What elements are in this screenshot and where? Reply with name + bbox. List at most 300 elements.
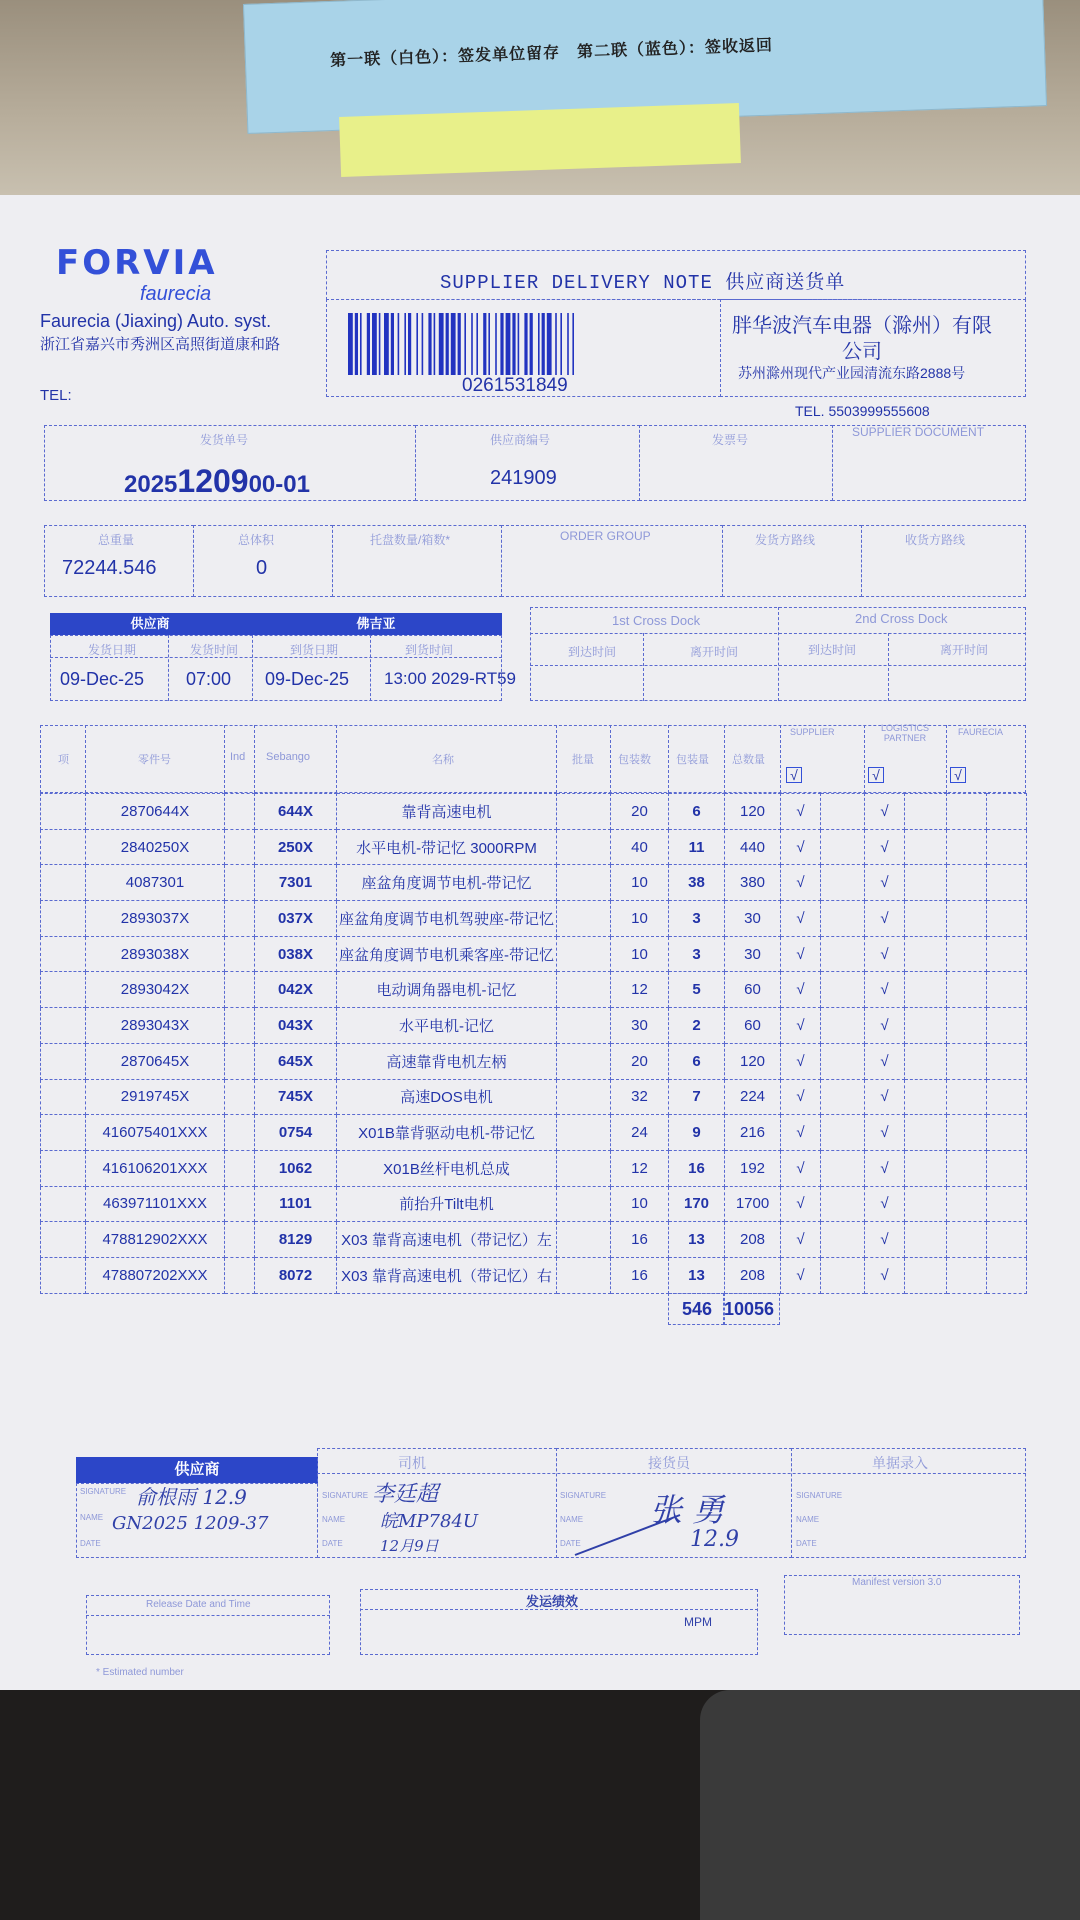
driver-date-label: DATE — [322, 1539, 343, 1548]
supplier-check-2 — [821, 794, 865, 830]
batch — [557, 901, 611, 937]
batch — [557, 936, 611, 972]
part-number: 2893043X — [86, 1008, 225, 1044]
part-name: 靠背高速电机 — [337, 794, 557, 830]
supplier-check: √ — [781, 936, 821, 972]
faurecia-check-2 — [987, 1186, 1027, 1222]
batch — [557, 1043, 611, 1079]
faurecia-check — [947, 901, 987, 937]
ind — [225, 1043, 255, 1079]
barcode-bar — [476, 313, 478, 375]
logistics-check: √ — [865, 1008, 905, 1044]
part-number: 416106201XXX — [86, 1150, 225, 1186]
barcode-bar — [348, 313, 353, 375]
row-index — [41, 1115, 86, 1151]
barcode-bar — [471, 313, 473, 375]
logistics-check-2 — [905, 794, 947, 830]
delivery-note-paper — [0, 195, 1080, 1695]
total-qty: 1700 — [725, 1186, 781, 1222]
supplier-check: √ — [781, 1008, 821, 1044]
faurecia-check-2 — [987, 1257, 1027, 1293]
pack-count: 30 — [611, 1008, 669, 1044]
version-label: Manifest version 3.0 — [852, 1577, 942, 1588]
barcode-bar — [560, 313, 562, 375]
supplier-check: √ — [781, 865, 821, 901]
supplier-signature-bar: 供应商 — [76, 1457, 318, 1483]
part-name: 座盆角度调节电机驾驶座-带记忆 — [337, 901, 557, 937]
total-qty: 60 — [725, 972, 781, 1008]
col-index-header: 项 — [58, 754, 69, 766]
faurecia-check — [947, 1257, 987, 1293]
entry-label: 单据录入 — [872, 1455, 928, 1471]
row-index — [41, 1043, 86, 1079]
logistics-check-2 — [905, 1186, 947, 1222]
logistics-check: √ — [865, 1186, 905, 1222]
supplier-check: √ — [781, 901, 821, 937]
col-batch-header: 批量 — [572, 754, 594, 766]
part-number: 2870645X — [86, 1043, 225, 1079]
sebango: 0754 — [255, 1115, 337, 1151]
total-qty: 60 — [725, 1008, 781, 1044]
part-name: 水平电机-带记忆 3000RPM — [337, 829, 557, 865]
supplier-check: √ — [781, 1079, 821, 1115]
supplier-check: √ — [781, 1222, 821, 1258]
barcode-bar — [416, 313, 418, 375]
logistics-check: √ — [865, 901, 905, 937]
pack-qty: 11 — [669, 829, 725, 865]
company-address: 浙江省嘉兴市秀洲区高照街道康和路 — [40, 336, 281, 353]
pack-qty: 3 — [669, 936, 725, 972]
cd1-leave-label: 离开时间 — [690, 645, 739, 659]
barcode-bar — [547, 313, 552, 375]
company-tel: TEL: — [40, 387, 72, 404]
volume-value: 0 — [256, 557, 268, 579]
cd2-arrive-label: 到达时间 — [808, 643, 857, 657]
barcode-bar — [464, 313, 466, 375]
barcode-bar — [500, 313, 503, 375]
supplier-address: 苏州滁州现代产业园清流东路2888号 — [738, 365, 966, 381]
supplier-check-2 — [821, 1222, 865, 1258]
pallet-label: 托盘数量/箱数* — [370, 533, 451, 547]
part-number: 478807202XXX — [86, 1257, 225, 1293]
dark-background — [0, 1690, 1080, 1920]
estimated-note: * Estimated number — [96, 1667, 184, 1678]
table-row — [41, 1257, 1027, 1293]
part-number: 2919745X — [86, 1079, 225, 1115]
logistics-check: √ — [865, 936, 905, 972]
faurecia-check-2 — [987, 1222, 1027, 1258]
logistics-check: √ — [865, 972, 905, 1008]
weight-value: 72244.546 — [62, 557, 157, 579]
supplier-check: √ — [781, 1257, 821, 1293]
ind — [225, 829, 255, 865]
part-name: X03 靠背高速电机（带记忆）右 — [337, 1257, 557, 1293]
ind — [225, 1186, 255, 1222]
table-row — [41, 1115, 1027, 1151]
sebango: 8072 — [255, 1257, 337, 1293]
supplier-check-2 — [821, 1008, 865, 1044]
pack-qty: 13 — [669, 1222, 725, 1258]
row-index — [41, 936, 86, 972]
barcode-bar — [567, 313, 569, 375]
supplier-check-2 — [821, 972, 865, 1008]
col-qty-header: 包装量 — [676, 754, 709, 766]
check-logistics-header: LOGISTICS PARTNER — [880, 723, 929, 743]
ind — [225, 1150, 255, 1186]
barcode-bar — [408, 313, 411, 375]
pack-count: 12 — [611, 972, 669, 1008]
sebango: 745X — [255, 1079, 337, 1115]
pack-count: 20 — [611, 794, 669, 830]
faurecia-check-2 — [987, 901, 1027, 937]
entry-name-label: NAME — [796, 1515, 820, 1524]
barcode-bar — [404, 313, 406, 375]
ind — [225, 1079, 255, 1115]
driver-name-label: NAME — [322, 1515, 346, 1524]
batch — [557, 1008, 611, 1044]
row-index — [41, 1150, 86, 1186]
pack-qty: 7 — [669, 1079, 725, 1115]
faurecia-check-2 — [987, 972, 1027, 1008]
receiver-bar: 佛吉亚 — [250, 613, 502, 635]
part-name: X01B靠背驱动电机-带记忆 — [337, 1115, 557, 1151]
table-row — [41, 829, 1027, 865]
driver-signature: 李廷超 — [372, 1482, 439, 1507]
pack-qty: 6 — [669, 1043, 725, 1079]
barcode-bar — [488, 313, 490, 375]
barcode-bar — [495, 313, 497, 375]
batch — [557, 1186, 611, 1222]
cd2-leave-label: 离开时间 — [940, 643, 989, 657]
pack-count: 10 — [611, 1186, 669, 1222]
barcode-bar — [538, 313, 540, 375]
pack-count: 20 — [611, 1043, 669, 1079]
driver-plate: 皖MP784U — [380, 1511, 479, 1532]
supplier-check-2 — [821, 901, 865, 937]
barcode-bar — [555, 313, 557, 375]
barcode-bar — [367, 313, 370, 375]
part-number: 2870644X — [86, 794, 225, 830]
faurecia-check — [947, 829, 987, 865]
supplier-check: √ — [781, 1186, 821, 1222]
sebango: 042X — [255, 972, 337, 1008]
check-supplier-header: SUPPLIER — [790, 727, 835, 737]
supplier-check-2 — [821, 936, 865, 972]
pack-count: 16 — [611, 1257, 669, 1293]
part-number: 416075401XXX — [86, 1115, 225, 1151]
sebango: 8129 — [255, 1222, 337, 1258]
batch — [557, 1150, 611, 1186]
supplier-check: √ — [781, 829, 821, 865]
barcode-bar — [355, 313, 358, 375]
table-row — [41, 972, 1027, 1008]
barcode-bar — [458, 313, 461, 375]
pack-qty: 5 — [669, 972, 725, 1008]
pack-qty: 2 — [669, 1008, 725, 1044]
col-name-header: 名称 — [432, 754, 454, 766]
delivery-number-label: 发货单号 — [200, 433, 249, 447]
barcode-bar — [434, 313, 436, 375]
supplier-check: √ — [781, 1115, 821, 1151]
part-number: 2893042X — [86, 972, 225, 1008]
logistics-checkbox: √ — [868, 767, 884, 783]
table-row — [41, 1043, 1027, 1079]
sebango: 043X — [255, 1008, 337, 1044]
table-row — [41, 1150, 1027, 1186]
faurecia-check — [947, 865, 987, 901]
mpm-label: MPM — [684, 1615, 712, 1629]
barcode-image — [348, 313, 703, 375]
barcode-bar — [524, 313, 527, 375]
barcode-bar — [422, 313, 424, 375]
pack-count: 10 — [611, 901, 669, 937]
total-qty: 208 — [725, 1222, 781, 1258]
pack-qty: 6 — [669, 794, 725, 830]
supplier-check-2 — [821, 1186, 865, 1222]
supplier-document-label: SUPPLIER DOCUMENT — [852, 425, 985, 439]
part-name: 前抬升Tilt电机 — [337, 1186, 557, 1222]
supplier-tel: TEL. 5503999555608 — [795, 403, 930, 419]
row-index — [41, 829, 86, 865]
pack-count: 40 — [611, 829, 669, 865]
barcode-bar — [506, 313, 511, 375]
cross-dock-1-label: 1st Cross Dock — [612, 613, 701, 628]
logistics-check: √ — [865, 1043, 905, 1079]
ship-time-label: 发货时间 — [190, 643, 239, 657]
row-index — [41, 1186, 86, 1222]
supplier-name: 胖华波汽车电器（滁州）有限公司 — [732, 315, 992, 363]
faurecia-check — [947, 1079, 987, 1115]
logistics-check-2 — [905, 1150, 947, 1186]
batch — [557, 972, 611, 1008]
logistics-check: √ — [865, 794, 905, 830]
barcode-bar — [372, 313, 377, 375]
logistics-check-2 — [905, 1008, 947, 1044]
supplier-check-2 — [821, 865, 865, 901]
logistics-check: √ — [865, 865, 905, 901]
supplier-number-label: 供应商编号 — [490, 433, 551, 447]
ind — [225, 865, 255, 901]
part-name: X01B丝杆电机总成 — [337, 1150, 557, 1186]
driver-label: 司机 — [398, 1455, 426, 1471]
logistics-check: √ — [865, 1222, 905, 1258]
row-index — [41, 865, 86, 901]
row-index — [41, 901, 86, 937]
logistics-check-2 — [905, 1115, 947, 1151]
pack-count: 32 — [611, 1079, 669, 1115]
part-number: 2893037X — [86, 901, 225, 937]
cross-dock-2-label: 2nd Cross Dock — [855, 611, 948, 626]
faurecia-check — [947, 1186, 987, 1222]
pack-count: 12 — [611, 1150, 669, 1186]
sebango: 645X — [255, 1043, 337, 1079]
entry-signature-label: SIGNATURE — [796, 1491, 843, 1500]
supplier-name-handwritten: GN2025 1209-37 — [112, 1513, 269, 1534]
barcode-bar — [391, 313, 394, 375]
barcode-bar — [439, 313, 444, 375]
row-index — [41, 1222, 86, 1258]
part-name: 座盆角度调节电机-带记忆 — [337, 865, 557, 901]
faurecia-check-2 — [987, 936, 1027, 972]
invoice-label: 发票号 — [712, 433, 749, 447]
cd1-arrive-label: 到达时间 — [568, 645, 617, 659]
logistics-check-2 — [905, 865, 947, 901]
pack-count: 10 — [611, 936, 669, 972]
faurecia-check — [947, 1222, 987, 1258]
batch — [557, 1257, 611, 1293]
part-name: 座盆角度调节电机乘客座-带记忆 — [337, 936, 557, 972]
pack-qty: 16 — [669, 1150, 725, 1186]
faurecia-check — [947, 1043, 987, 1079]
total-qty: 208 — [725, 1257, 781, 1293]
pack-qty: 9 — [669, 1115, 725, 1151]
barcode-number: 0261531849 — [462, 375, 568, 396]
part-name: 高速靠背电机左柄 — [337, 1043, 557, 1079]
sebango: 644X — [255, 794, 337, 830]
supplier-name-label: NAME — [80, 1513, 104, 1522]
total-qty: 546 — [682, 1299, 713, 1319]
faurecia-check-2 — [987, 1043, 1027, 1079]
logistics-check-2 — [905, 829, 947, 865]
faurecia-logo: faurecia — [140, 283, 212, 305]
supplier-check-2 — [821, 1150, 865, 1186]
arrive-date-label: 到货日期 — [290, 643, 339, 657]
ship-date: 09-Dec-25 — [60, 669, 145, 689]
row-index — [41, 1257, 86, 1293]
logistics-check-2 — [905, 1079, 947, 1115]
table-row — [41, 901, 1027, 937]
table-row — [41, 794, 1027, 830]
arrive-time-label: 到货时间 — [405, 643, 454, 657]
table-row — [41, 936, 1027, 972]
receiver-date: 12.9 — [690, 1527, 739, 1552]
part-number: 478812902XXX — [86, 1222, 225, 1258]
part-number: 4087301 — [86, 865, 225, 901]
delivery-number: 2025120900-01 — [124, 463, 310, 499]
row-index — [41, 1008, 86, 1044]
barcode-bar — [483, 313, 486, 375]
total-qty: 120 — [725, 1043, 781, 1079]
faurecia-check — [947, 1008, 987, 1044]
ind — [225, 794, 255, 830]
logistics-check: √ — [865, 1115, 905, 1151]
receiver-signature-label: SIGNATURE — [560, 1491, 607, 1500]
logistics-check: √ — [865, 829, 905, 865]
sebango: 1101 — [255, 1186, 337, 1222]
faurecia-check-2 — [987, 865, 1027, 901]
total-qty: 216 — [725, 1115, 781, 1151]
pack-count: 24 — [611, 1115, 669, 1151]
document-title: SUPPLIER DELIVERY NOTE 供应商送货单 — [440, 272, 846, 294]
total-qty: 192 — [725, 1150, 781, 1186]
logistics-check: √ — [865, 1079, 905, 1115]
faurecia-check-2 — [987, 1150, 1027, 1186]
blue-form-footer: 第一联（白色）：签发单位留存 第二联（蓝色）：签收返回 — [329, 35, 774, 70]
sebango: 7301 — [255, 865, 337, 901]
batch — [557, 865, 611, 901]
faurecia-check-2 — [987, 1008, 1027, 1044]
pack-count: 10 — [611, 865, 669, 901]
table-row — [41, 1186, 1027, 1222]
ship-route-label: 发货方路线 — [755, 533, 816, 547]
total-qty: 120 — [725, 794, 781, 830]
part-number: 2840250X — [86, 829, 225, 865]
barcode-bar — [512, 313, 515, 375]
batch — [557, 829, 611, 865]
faurecia-check — [947, 1115, 987, 1151]
batch — [557, 1115, 611, 1151]
logistics-check-2 — [905, 936, 947, 972]
part-name: 电动调角器电机-记忆 — [337, 972, 557, 1008]
weight-label: 总重量 — [98, 533, 135, 547]
logistics-check: √ — [865, 1150, 905, 1186]
part-number: 2893038X — [86, 936, 225, 972]
barcode-bar — [518, 313, 520, 375]
ship-time: 07:00 — [186, 669, 232, 689]
part-number: 463971101XXX — [86, 1186, 225, 1222]
supplier-check: √ — [781, 1150, 821, 1186]
total-qty: 30 — [725, 936, 781, 972]
col-sebango-header: Sebango — [266, 751, 311, 763]
sebango: 038X — [255, 936, 337, 972]
supplier-checkbox: √ — [786, 767, 802, 783]
faurecia-check — [947, 1150, 987, 1186]
row-index — [41, 972, 86, 1008]
supplier-bar: 供应商 — [50, 613, 250, 635]
faurecia-check-2 — [987, 1115, 1027, 1151]
company-name: Faurecia (Jiaxing) Auto. syst. — [40, 311, 272, 331]
supplier-number: 241909 — [490, 467, 557, 489]
pack-qty: 170 — [669, 1186, 725, 1222]
batch — [557, 1079, 611, 1115]
faurecia-checkbox: √ — [950, 767, 966, 783]
ind — [225, 972, 255, 1008]
logistics-check-2 — [905, 1043, 947, 1079]
barcode-bar — [384, 313, 389, 375]
ship-date-label: 发货日期 — [88, 643, 137, 657]
barcode-bar — [446, 313, 449, 375]
total-qty: 440 — [725, 829, 781, 865]
supplier-check-2 — [821, 1115, 865, 1151]
logistics-check-2 — [905, 1257, 947, 1293]
row-index — [41, 794, 86, 830]
receiver-label: 接货员 — [648, 1455, 690, 1471]
faurecia-check — [947, 972, 987, 1008]
faurecia-check-2 — [987, 794, 1027, 830]
arrive-date: 09-Dec-25 — [265, 669, 350, 689]
faurecia-check-2 — [987, 829, 1027, 865]
ind — [225, 936, 255, 972]
logistics-check-2 — [905, 901, 947, 937]
batch — [557, 794, 611, 830]
logistics-check-2 — [905, 1222, 947, 1258]
release-label: Release Date and Time — [146, 1599, 251, 1610]
check-faurecia-header: FAURECIA — [958, 727, 1004, 737]
ind — [225, 1222, 255, 1258]
faurecia-check-2 — [987, 1079, 1027, 1115]
table-row — [41, 1079, 1027, 1115]
pack-qty: 38 — [669, 865, 725, 901]
forvia-logo: FORVIA — [56, 243, 218, 283]
entry-date-label: DATE — [796, 1539, 817, 1548]
status-label: 发运绩效 — [526, 1594, 579, 1609]
faurecia-check — [947, 936, 987, 972]
table-row — [41, 1222, 1027, 1258]
pack-qty: 3 — [669, 901, 725, 937]
volume-label: 总体积 — [238, 533, 275, 547]
driver-signature-label: SIGNATURE — [322, 1491, 369, 1500]
arrive-time: 13:00 2029-RT59 — [384, 669, 517, 688]
